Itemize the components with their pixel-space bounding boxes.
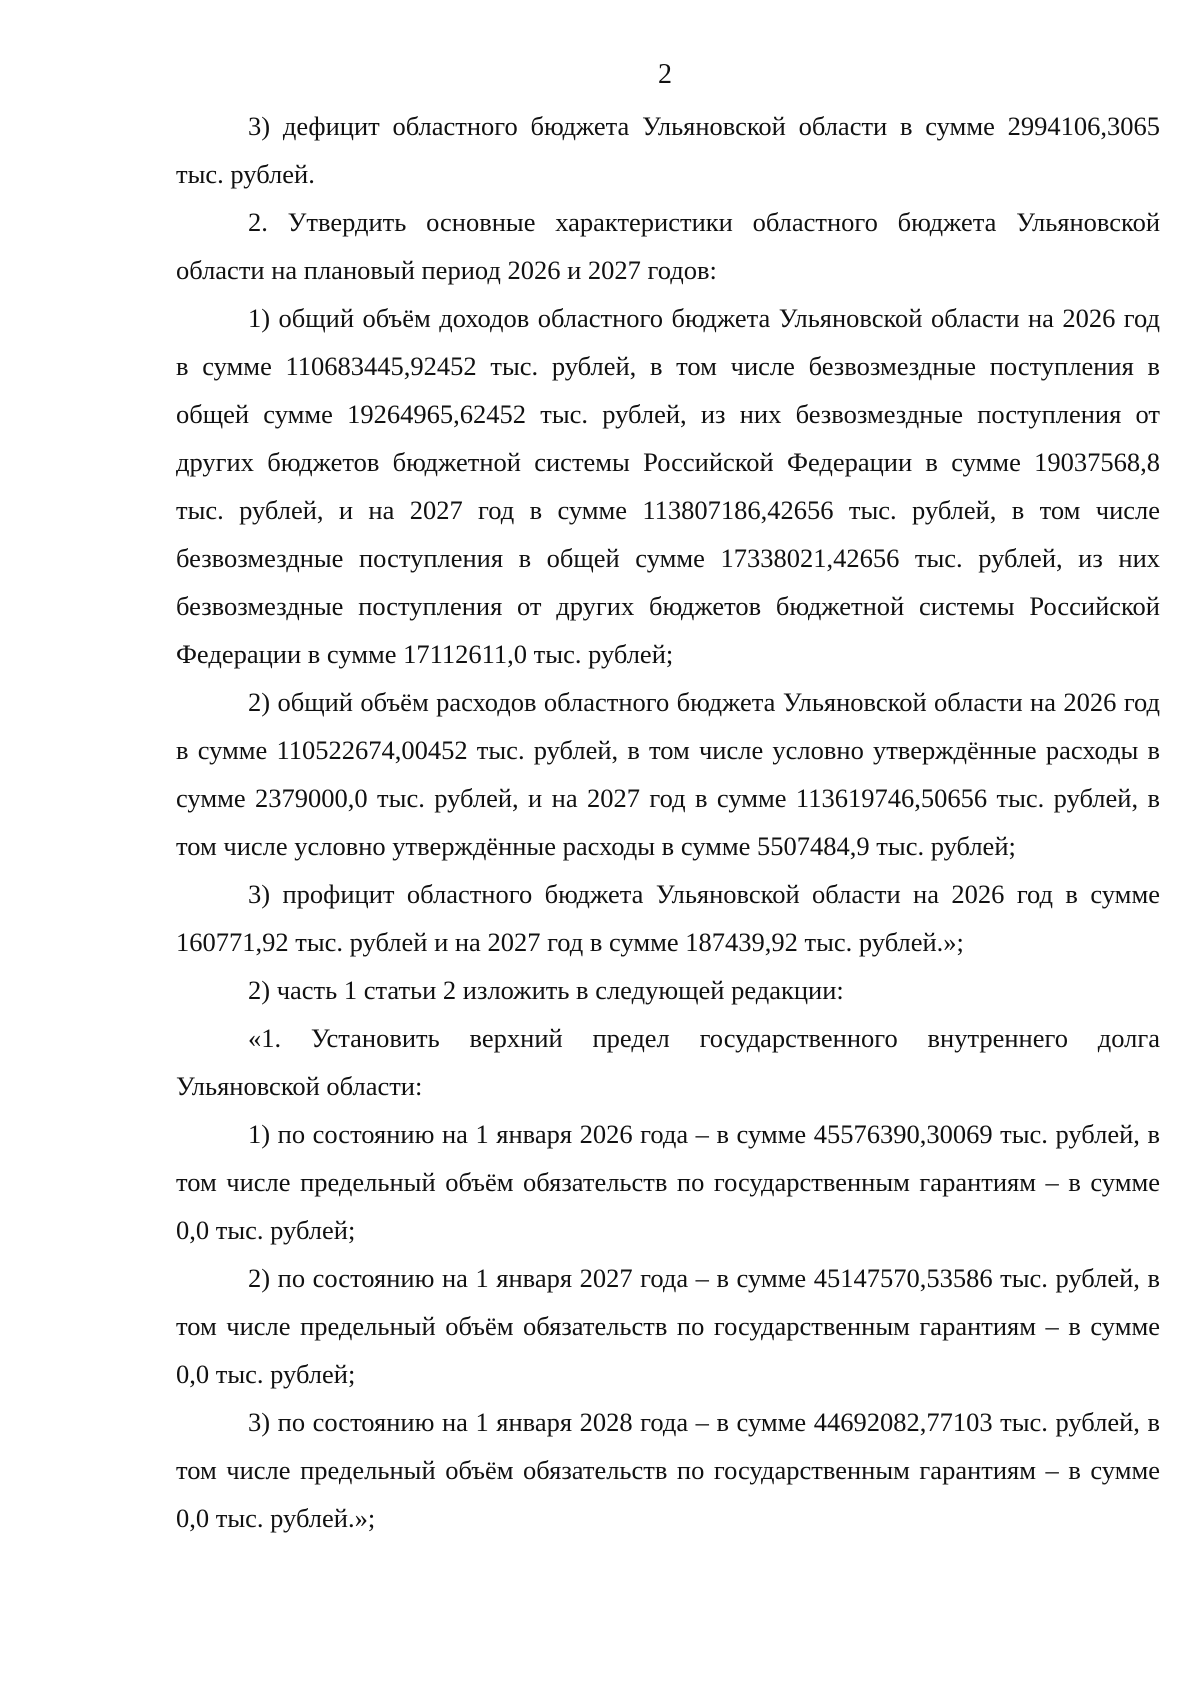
paragraph-amend-article-2: 2) часть 1 статьи 2 изложить в следующей редакции: bbox=[248, 975, 844, 1005]
document-body bbox=[176, 102, 1160, 1542]
paragraph-approve-planning-period: 2. Утвердить основные характеристики областного бюджета Ульяновской области на плановый период 2026 и 2027 годов: bbox=[176, 207, 1160, 285]
page-number: 2 bbox=[658, 59, 672, 90]
paragraph-deficit: 3) дефицит областного бюджета Ульяновской области в сумме 2994106,3065 тыс. рублей. bbox=[176, 111, 1160, 189]
paragraph-debt-2028: 3) по состоянию на 1 января 2028 года – в сумме 44692082,77103 тыс. рублей, в том числе предельный объём обязательств по государственным гарантиям – в сумме 0,0 тыс. рублей.»; bbox=[176, 1407, 1160, 1533]
paragraph-debt-limit: «1. Установить верхний предел государственного внутреннего долга Ульяновской области: bbox=[176, 1023, 1160, 1101]
paragraph-expenditures: 2) общий объём расходов областного бюджета Ульяновской области на 2026 год в сумме 110522674,00452 тыс. рублей, в том числе условно утверждённые расходы в сумме 2379000,0 тыс. рублей, и на 2027 год в сумме 113619746,50656 тыс. рублей, в том числе условно утверждённые расходы в сумме 5507484,9 тыс. рублей; bbox=[176, 687, 1160, 861]
paragraph-surplus: 3) профицит областного бюджета Ульяновской области на 2026 год в сумме 160771,92 тыс. рублей и на 2027 год в сумме 187439,92 тыс. рублей.»; bbox=[176, 879, 1160, 957]
paragraph-debt-2027: 2) по состоянию на 1 января 2027 года – в сумме 45147570,53586 тыс. рублей, в том числе предельный объём обязательств по государственным гарантиям – в сумме 0,0 тыс. рублей; bbox=[176, 1263, 1160, 1389]
paragraph-revenues: 1) общий объём доходов областного бюджета Ульяновской области на 2026 год в сумме 110683445,92452 тыс. рублей, в том числе безвозмездные поступления в общей сумме 19264965,62452 тыс. рублей, из них безвозмездные поступления от других бюджетов бюджетной системы Российской Федерации в сумме 19037568,8 тыс. рублей, и на 2027 год в сумме 113807186,42656 тыс. рублей, в том числе безвозмездные поступления в общей сумме 17338021,42656 тыс. рублей, из них безвозмездные поступления от других бюджетов бюджетной системы Российской Федерации в сумме 17112611,0 тыс. рублей; bbox=[176, 303, 1160, 669]
paragraph-debt-2026: 1) по состоянию на 1 января 2026 года – в сумме 45576390,30069 тыс. рублей, в том числе предельный объём обязательств по государственным гарантиям – в сумме 0,0 тыс. рублей; bbox=[176, 1119, 1160, 1245]
